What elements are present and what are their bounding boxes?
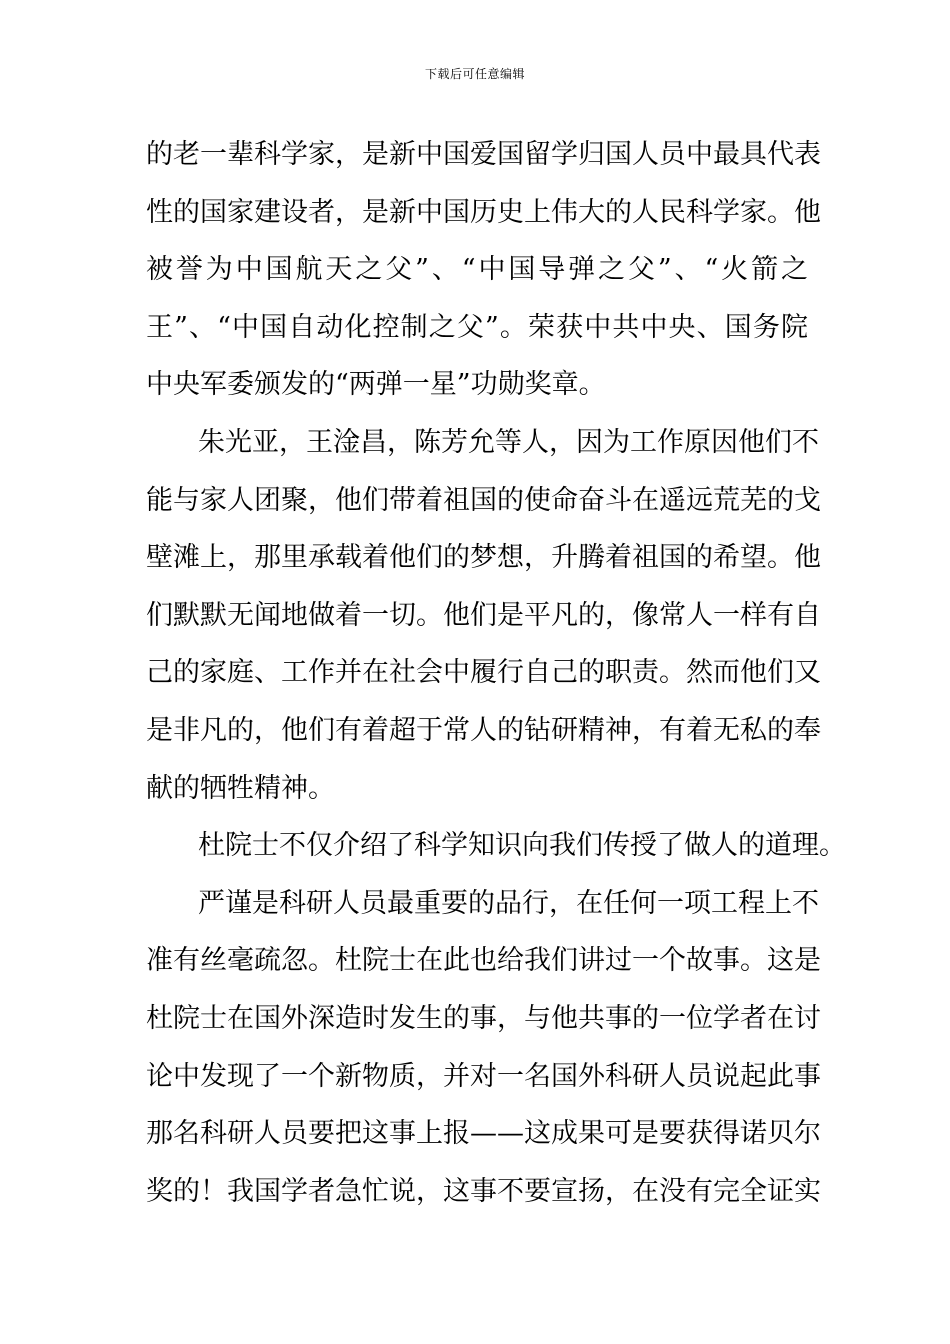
text-line: 壁滩上，那里承载着他们的梦想，升腾着祖国的希望。他	[146, 542, 821, 574]
text-line: 朱光亚，王淦昌，陈芳允等人，因为工作原因他们不	[198, 426, 819, 458]
document-body	[146, 126, 846, 1220]
text-line: 论中发现了一个新物质，并对一名国外科研人员说起此事	[146, 1060, 821, 1092]
text-line: 杜院士在国外深造时发生的事，与他共事的一位学者在讨	[146, 1002, 821, 1034]
text-line: 奖的！我国学者急忙说，这事不要宣扬，在没有完全证实	[146, 1175, 821, 1207]
text-line: 性的国家建设者，是新中国历史上伟大的人民科学家。他	[146, 196, 821, 228]
text-line: 己的家庭、工作并在社会中履行自己的职责。然而他们又	[146, 657, 821, 689]
text-line: 准有丝毫疏忽。杜院士在此也给我们讲过一个故事。这是	[146, 945, 821, 977]
text-line: 中央军委颁发的“两弹一星”功勋奖章。	[146, 369, 606, 401]
text-line: 是非凡的，他们有着超于常人的钻研精神，有着无私的奉	[146, 714, 821, 746]
text-line: 那名科研人员要把这事上报——这成果可是要获得诺贝尔	[146, 1118, 821, 1150]
text-line: 的老一辈科学家，是新中国爱国留学归国人员中最具代表	[146, 139, 821, 170]
text-line: 们默默无闻地做着一切。他们是平凡的，像常人一样有自	[146, 599, 821, 631]
text-line: 王”、“中国自动化控制之父”。荣获中共中央、国务院	[146, 311, 808, 343]
text-line: 能与家人团聚，他们带着祖国的使命奋斗在遥远荒芜的戈	[146, 484, 821, 516]
text-line: 杜院士不仅介绍了科学知识向我们传授了做人的道理。	[198, 830, 846, 862]
text-line: 献的牺牲精神。	[146, 772, 335, 804]
text-line: 被誉为中国航天之父”、“中国导弹之父”、“火箭之	[146, 254, 808, 286]
text-line: 严谨是科研人员最重要的品行，在任何一项工程上不	[198, 887, 819, 919]
page-header: 下载后可任意编辑	[424, 67, 525, 81]
